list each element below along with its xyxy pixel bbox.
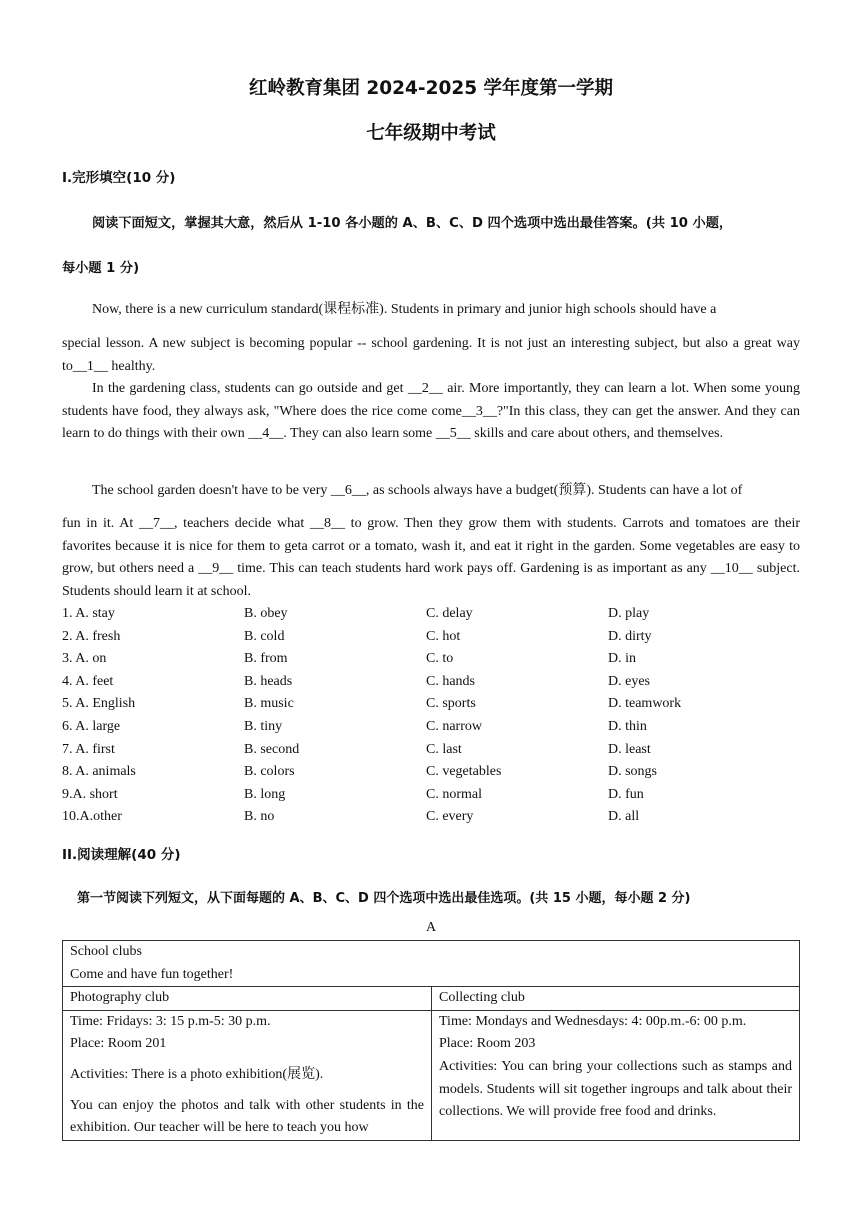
option-a: 5. A. English — [62, 696, 136, 712]
option-row — [62, 648, 800, 671]
collecting-activities: Activities: You can bring your collections such as stamps and models. Students will sit together ingroups and talk about their collections. We will provide free food and drinks. — [439, 1058, 792, 1120]
collecting-club-header: Collecting club — [432, 987, 800, 1011]
option-c: C. every — [426, 809, 474, 825]
passage-letter: A — [425, 920, 437, 935]
section-1-instruction-line1: 阅读下面短文，掌握其大意，然后从 1-10 各小题的 A、B、C、D 四个选项中选出最佳答案。(共 10 小题， — [92, 216, 733, 231]
option-a: 6. A. large — [62, 718, 121, 734]
cloze-paragraph-3b: fun in it. At __7__, teachers decide what __8__ to grow. Then they grow them with students. Carrots and tomatoes are their favorites because it is nice for them to geta carrot or a tomato, wash it, and eat it right in the garden. Some vegetables are easy to grow, but others need a __9__ time. This can teach students hard work pays off. Gardening is as important as any __10__ subject. Students should learn it at school. — [62, 516, 800, 599]
option-row — [62, 784, 800, 807]
photography-club-details — [63, 1010, 432, 1140]
photography-activities: Activities: There is a photo exhibition(展览). — [70, 1066, 324, 1082]
option-b: B. long — [244, 786, 286, 802]
section-1-instruction-line2: 每小题 1 分) — [62, 261, 140, 276]
school-clubs-table — [62, 940, 800, 1141]
table-row — [63, 1010, 800, 1140]
option-a: 3. A. on — [62, 651, 107, 667]
table-row — [63, 941, 800, 987]
option-row — [62, 761, 800, 784]
option-c: C. delay — [426, 606, 473, 621]
cloze-paragraph-3a: The school garden doesn't have to be very __6__, as schools always have a budget(预算). Students can have a lot of — [92, 483, 743, 498]
option-b: B. music — [244, 696, 294, 712]
option-a: 7. A. first — [62, 741, 115, 757]
option-d: D. eyes — [608, 673, 650, 689]
option-b: B. tiny — [244, 718, 283, 734]
collecting-club-details — [432, 1010, 800, 1140]
option-a: 2. A. fresh — [62, 628, 121, 644]
option-row — [62, 671, 800, 694]
option-c: C. hot — [426, 628, 461, 644]
exam-subtitle: 七年级期中考试 — [366, 123, 496, 144]
collecting-place: Place: Room 203 — [439, 1036, 536, 1052]
option-row — [62, 806, 800, 829]
option-a: 1. A. stay — [62, 606, 115, 621]
option-d: D. teamwork — [608, 696, 682, 712]
photography-description: You can enjoy the photos and talk with other students in the exhibition. Our teacher will be here to teach you how — [70, 1097, 424, 1136]
option-d: D. least — [608, 741, 651, 757]
option-b: B. obey — [244, 606, 288, 621]
option-d: D. fun — [608, 786, 644, 802]
option-b: B. from — [244, 651, 288, 667]
option-c: C. vegetables — [426, 764, 502, 780]
option-b: B. colors — [244, 764, 295, 780]
option-row — [62, 716, 800, 739]
collecting-time: Time: Mondays and Wednesdays: 4: 00p.m.-6: 00 p.m. — [439, 1013, 747, 1029]
option-d: D. in — [608, 651, 636, 667]
option-c: C. to — [426, 651, 454, 667]
exam-title: 红岭教育集团 2024-2025 学年度第一学期 — [248, 78, 614, 99]
option-row — [62, 739, 800, 762]
table-title-cell — [63, 941, 800, 987]
option-c: C. last — [426, 741, 462, 757]
option-b: B. heads — [244, 673, 293, 689]
option-b: B. no — [244, 809, 275, 825]
section-2-heading: II.阅读理解(40 分) — [62, 847, 181, 863]
option-d: D. songs — [608, 764, 658, 780]
option-c: C. sports — [426, 696, 476, 712]
photography-place: Place: Room 201 — [70, 1036, 167, 1052]
option-a: 9.A. short — [62, 786, 118, 802]
cloze-options — [62, 603, 800, 829]
cloze-paragraph-2: In the gardening class, students can go outside and get __2__ air. More importantly, they can learn a lot. When some young students have food, they always ask, "Where does the rice come come__3__?"In this class, they can get the answer. And they can learn to do things with their own __4__. They can also learn some __5__ skills and care about others, and themselves. — [62, 381, 800, 442]
option-c: C. hands — [426, 673, 475, 689]
option-row — [62, 693, 800, 716]
option-a: 8. A. animals — [62, 764, 136, 780]
section-1-heading: I.完形填空(10 分) — [62, 170, 176, 186]
option-row — [62, 603, 800, 626]
option-c: C. normal — [426, 786, 482, 802]
option-b: B. cold — [244, 628, 285, 644]
option-d: D. thin — [608, 718, 647, 734]
cloze-paragraph-1a: Now, there is a new curriculum standard(课程标准). Students in primary and junior high schools should have a — [92, 302, 717, 317]
table-title: School clubs — [70, 944, 142, 959]
section-2-instruction: 第一节阅读下列短文，从下面每题的 A、B、C、D 四个选项中选出最佳选项。(共 15 小题，每小题 2 分) — [77, 891, 691, 906]
option-a: 4. A. feet — [62, 673, 114, 689]
option-d: D. all — [608, 809, 640, 825]
option-a: 10.A.other — [62, 809, 122, 825]
option-b: B. second — [244, 741, 300, 757]
cloze-paragraph-1b: special lesson. A new subject is becoming popular -- school gardening. It is not just an interesting subject, but also a great way to__1__ healthy. — [62, 336, 800, 374]
photography-club-header: Photography club — [63, 987, 432, 1011]
option-c: C. narrow — [426, 718, 482, 734]
option-d: D. dirty — [608, 628, 652, 644]
option-d: D. play — [608, 606, 650, 621]
option-row — [62, 626, 800, 649]
table-row — [63, 987, 800, 1011]
photography-time: Time: Fridays: 3: 15 p.m-5: 30 p.m. — [70, 1013, 271, 1029]
table-subtitle: Come and have fun together! — [70, 966, 234, 982]
